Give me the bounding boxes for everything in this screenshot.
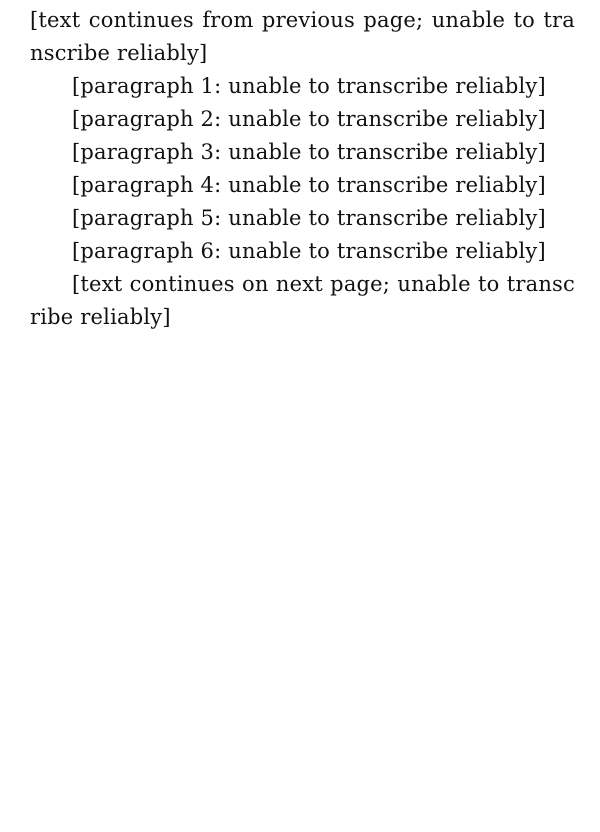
paragraph-3: [paragraph 3: unable to transcribe reliably] (72, 140, 546, 164)
paragraph-continued: [text continues from previous page; unable to transcribe reliably] (30, 8, 575, 65)
paragraph-5: [paragraph 5: unable to transcribe reliably] (72, 206, 546, 230)
paragraph-2: [paragraph 2: unable to transcribe reliably] (72, 107, 546, 131)
paragraph-6: [paragraph 6: unable to transcribe reliably] (72, 239, 546, 263)
paragraph-continues: [text continues on next page; unable to transcribe reliably] (30, 272, 575, 329)
paragraph-1: [paragraph 1: unable to transcribe reliably] (72, 74, 546, 98)
document-page (30, 4, 575, 334)
paragraph-4: [paragraph 4: unable to transcribe reliably] (72, 173, 546, 197)
